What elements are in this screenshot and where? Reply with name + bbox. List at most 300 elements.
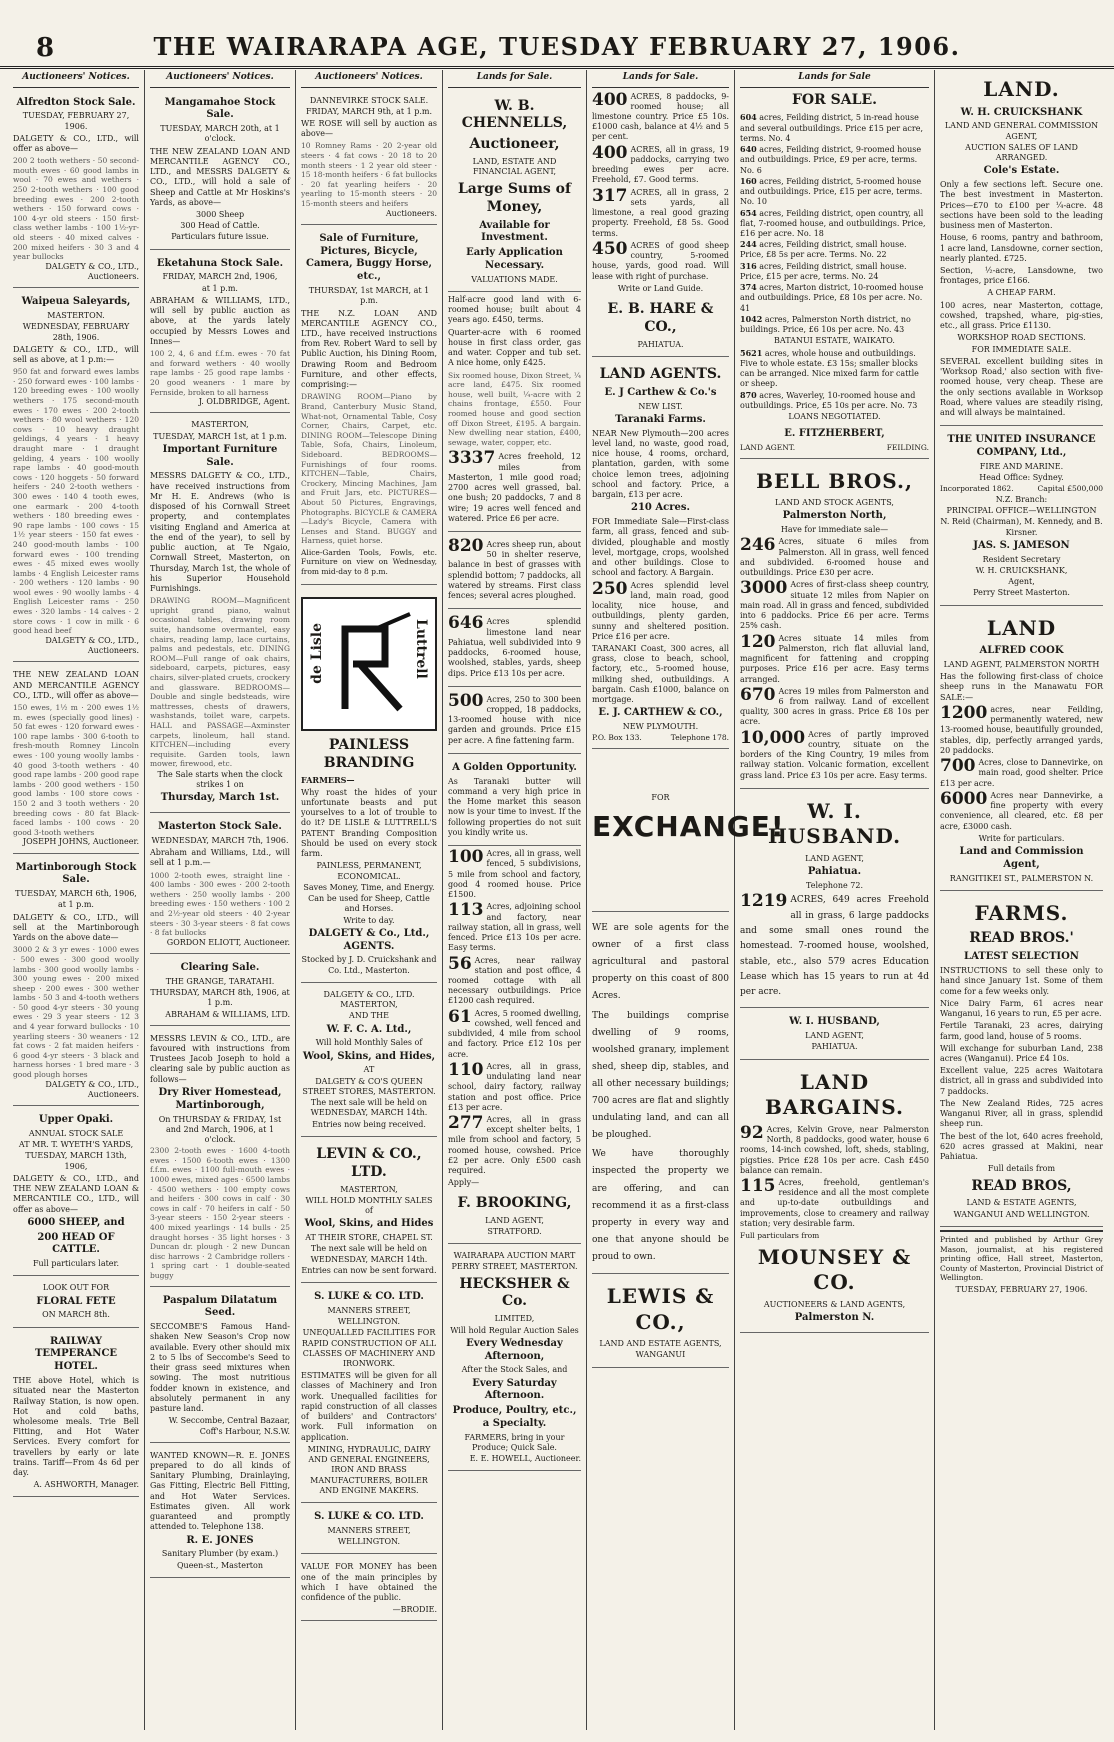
united-insurance-ad — [940, 429, 1103, 605]
ad-directors: N. Reid (Chairman), M. Kennedy, and B. Kirsner. — [940, 517, 1103, 537]
item-num: 316 — [740, 260, 757, 271]
ad-entries: Entries can now be sent forward. — [301, 1265, 437, 1275]
ad-line: AT — [363, 1065, 375, 1075]
listing-400b — [592, 142, 729, 186]
listing-number: 500 — [448, 690, 484, 711]
listing-10000 — [740, 727, 929, 781]
listing-body: Acres, situate 6 miles from Palmerston. All in grass, well fenced and subdivided. 6-roomed house and outbuildings. Price £30 per acre. — [740, 537, 929, 578]
list-item — [740, 261, 929, 282]
ad-sub: E. J Carthew & Co.'s — [604, 386, 717, 398]
ad-resident: Resident Secretary — [982, 554, 1061, 564]
ad-footer — [740, 443, 929, 453]
ad-signature: J. OLDBRIDGE, Agent. — [198, 397, 290, 407]
listing-1200 — [940, 702, 1103, 756]
ad-city: WELLINGTON. — [337, 1317, 401, 1327]
listing-number: 700 — [940, 756, 976, 777]
ad-title: RAILWAY TEMPERANCE HOTEL. — [34, 1335, 118, 1373]
ad-contact — [592, 733, 729, 743]
listing-number: 120 — [740, 631, 776, 652]
ad-closing: Alice-Garden Tools, Fowls, etc. Furniture on view on Wednesday, from mid-day to 8 p.m. — [301, 547, 437, 577]
ad-worksop: WORKSHOP ROAD SECTIONS. — [957, 333, 1086, 343]
ad-body: THE NEW ZEALAND LOAN AND MERCANTILE AGENCY CO., LTD., and MESSRS DALGETY & CO., LTD., will hold a sale of Sheep and Cattle at Mr Hoskins's Yards, as above— — [150, 146, 290, 207]
listing-body: ACRES, all in grass, 2 sets yards, all limestone, a real good grazing property. Freehold, £8 5s. Good terms. — [592, 187, 729, 238]
ad-time: at 1 p.m. — [58, 900, 94, 910]
listing-number: 400 — [592, 89, 628, 110]
listing-body: Quarter-acre with 6 roomed house in first class order, gas and water. Copper and tub set. A nice home, only £425. — [448, 327, 581, 368]
page-number: 8 — [36, 33, 55, 63]
ad-date: WEDNESDAY, MARCH 7th, 1906. — [151, 835, 289, 845]
ad-title: HECKSHER & Co. — [459, 1275, 570, 1310]
wool-skins-ad — [301, 986, 437, 1137]
ad-day: Thursday, March 1st. — [160, 792, 280, 804]
listing-number: 61 — [448, 1006, 472, 1027]
estate-title: BATANUI ESTATE, WAIKATO. — [774, 336, 895, 346]
ad-tag: Can be used for Sheep, Cattle and Horses. — [308, 894, 430, 914]
waipeua-ad — [13, 291, 139, 662]
ad-addr: RANGITIKEI ST., PALMERSTON N. — [949, 873, 1094, 883]
ad-body: WILL HOLD MONTHLY SALES of — [305, 1195, 433, 1216]
ad-body: Abraham and Williams, Ltd., will sell at 1 p.m.— — [150, 848, 290, 868]
ad-filler: 10 Romney Rams · 20 2-year old steers · 4 fat cows · 20 18 to 20 month steers · 1 2 year old steer · 15 18-month heifers · 6 fat bullocks · 20 fat yearling heifers · 20 yearling to 15-month steers · 20 15-month steers and heifers — [301, 141, 437, 209]
read-bros-ad — [940, 894, 1103, 1227]
listing-56 — [448, 953, 581, 1007]
ad-body: FOR Immediate Sale—First-class farm, all grass, fenced and sub-divided, ploughable and mostly level, mortgage, crops, woolshed and other buildings. Close to school and factory. A Bargain. — [592, 517, 729, 578]
full-particulars: Full particulars from — [740, 1231, 820, 1241]
newspaper-title: THE WAIRARAPA AGE, TUESDAY FEBRUARY 27, 1906. — [153, 32, 961, 61]
imprint-date: TUESDAY, FEBRUARY 27, 1906. — [955, 1284, 1088, 1294]
listing-body: ACRES, 649 acres Freehold all in grass, 6 large paddocks and some small ones round the homestead. 7-roomed house, woolshed, stable, etc., also 579 acres Education Lease which has 15 years to run at 4d per acre. — [740, 895, 929, 998]
ad-body: DALGETY & CO., LTD., and THE NEW ZEALAND LOAN & MERCANTILE CO., LTD., will offer as above— — [13, 1173, 139, 1214]
brand-mark-right: Luttrell — [413, 618, 429, 679]
ad-sig3: WANGANUI AND WELLINGTON. — [953, 1209, 1090, 1219]
ad-sub: AUCTIONEERS & LAND AGENTS, — [763, 1299, 906, 1309]
ad-title: E. FITZHERBERT, — [784, 428, 885, 440]
for-sale-list — [740, 112, 929, 335]
ad-title: DANNEVIRKE STOCK SALE. — [309, 95, 429, 105]
listing-body: ACRES, all in grass, 19 paddocks, carrying two breeding ewes per acre. Freehold, £7. Good terms. — [592, 144, 729, 185]
painless-branding-ad — [301, 588, 437, 983]
hecksher-ad — [448, 1247, 581, 1470]
ad-time: at 1 p.m. — [202, 283, 238, 293]
listing-250 — [592, 578, 729, 642]
ad-tel: Telephone 178. — [670, 733, 729, 743]
listing-246 — [740, 537, 929, 578]
ad-body: THE NEW ZEALAND LOAN AND MERCANTILE AGENCY CO., LTD., will offer as above— — [13, 670, 139, 700]
ad-sub: LAND AGENT, — [805, 1031, 864, 1041]
ad-cheap: A CHEAP FARM. — [987, 288, 1056, 298]
ad-filler: 200 2 tooth wethers · 50 second-mouth ewes · 60 good lambs in wool · 70 ewes and wethers · 250 2-tooth wethers · 100 good breeding ewes · 200 2-tooth wethers · 150 forward cows · 100 4-yr old steers · 150 first-class wether lambs · 100 1½-yr-old steers · 40 mixed calves · 200 mixed heifers · 30 3 and 4 year bullocks — [13, 156, 139, 262]
ad-item: Excellent value, 225 acres Waitotara district, all in grass and subdivided into 7 paddocks. — [940, 1066, 1103, 1096]
ad-signature: DALGETY & CO., LTD., Auctioneers. — [45, 261, 139, 282]
ad-sub: LATEST SELECTION — [964, 951, 1079, 963]
ad-notice: The Sale starts when the clock strikes 1 on — [157, 769, 283, 790]
ad-name: ALFRED COOK — [979, 645, 1064, 657]
listing-number: 3000 — [740, 578, 788, 599]
ad-date: WEDNESDAY, FEBRUARY 28th, 1906. — [22, 322, 130, 342]
ad-sub: Sanitary Plumber (by exam.) — [161, 1549, 279, 1559]
ad-title: MOUNSEY & CO. — [757, 1244, 912, 1295]
ad-place: PAHIATUA. — [811, 1042, 858, 1052]
ad-line: Will hold Monthly Sales of — [315, 1038, 423, 1048]
cruickshank-ad — [940, 70, 1103, 426]
item-num: 374 — [740, 282, 757, 293]
ad-body: DALGETY & CO., LTD., will sell as above, at 1 p.m:— — [13, 344, 139, 364]
masthead — [0, 22, 1114, 69]
listing-1219 — [740, 893, 929, 1000]
ad-title: Large Sums of Money, — [457, 180, 572, 215]
luke-ad-2 — [301, 1506, 437, 1554]
ad-filler: 3000 2 & 3 yr ewes · 1000 ewes · 500 ewes · 300 good woolly lambs · 300 good woolly lambs · 300 young ewes · 200 mixed sheep · 200 ewes · 300 wether lambs · 50 3 and 4-tooth wethers · 50 good 4-yr steers · 30 young ewes · 29 3 year steers · 12 3 and 4 year forward bullocks · 10 yearling steers · 30 weaners · 12 fat cows · 2 fat maiden heifers · 6 good 4-yr steers · 3 black and harness horses · 1 bred mare · 3 good plough horses — [13, 945, 139, 1080]
ad-estate: Cole's Estate. — [983, 165, 1060, 177]
ad-date: FRIDAY, MARCH 9th, at 1 p.m. — [305, 106, 433, 116]
golden-opportunity-ad — [448, 757, 581, 846]
plumber-ad — [150, 1446, 290, 1578]
ad-line: AT THEIR STORE, CHAPEL ST. — [305, 1233, 433, 1243]
paspalum-ad — [150, 1290, 290, 1443]
columns — [8, 70, 1108, 1730]
ad-goods: Wool, Skins, and Hides — [304, 1218, 434, 1230]
luke-ad — [301, 1286, 437, 1503]
listing-number: 400 — [592, 142, 628, 163]
list-item — [740, 208, 929, 240]
column-header: Lands for Sale — [740, 70, 929, 88]
item-text: acres, Palmerston North district, no buildings. Price, £6 10s per acre. No. 43 — [740, 314, 911, 335]
ad-place: WANGANUI — [635, 1350, 686, 1360]
ad-signature: Auctioneers. — [385, 208, 437, 218]
ad-title: Clearing Sale. — [180, 962, 260, 974]
ad-office2: PRINCIPAL OFFICE—WELLINGTON — [946, 506, 1097, 516]
column-7 — [935, 70, 1108, 1730]
ad-body: THE above Hotel, which is situated near the Masterton Railway Station, is now open. Hot and cold baths, wholesome meals. Trie Bell Fitting, and Hot Water Services. Every comfort for travellers by early or late trains. Tariff—From 4s 6d per day. — [13, 1376, 139, 1478]
listing-110 — [448, 1059, 581, 1113]
ad-intro: LOOK OUT FOR — [42, 1283, 110, 1293]
eketahuna-ad — [150, 253, 290, 414]
item-text: acres, Feilding district, 5-roomed house and outbuildings. Price, £15 per acre, terms. No. 10 — [740, 176, 923, 207]
listing-body: Acres of first-class sheep country, situate 12 miles from Napier on main road. All in grass and fenced, subdivided into 6 paddocks. Price £6 per acre. Terms 25% cash. — [740, 580, 929, 631]
ad-cattle: 200 HEAD OF CATTLE. — [37, 1231, 115, 1256]
ad-date: TUESDAY, MARCH 6th, 1906, — [15, 889, 137, 899]
ad-sub: LAND AGENT, PALMERSTON NORTH — [943, 660, 1100, 669]
listing-number: 113 — [448, 900, 484, 921]
listing-body: Acres situate 14 miles from Palmerston, rich flat alluvial land, magnificent for fattening and cropping purposes. Price £16 per acre. Easy terms arranged. — [740, 633, 929, 684]
carthew-ad — [592, 360, 729, 749]
listing-body: Acres, adjoining school and factory, near railway station, all in grass, well fenced. Price £13 10s per acre. Easy terms. — [448, 902, 581, 953]
ad-line: MINING, HYDRAULIC, DAIRY AND GENERAL ENGINEERS, IRON AND BRASS MANUFACTURERS, BOILER AND ENGINE MAKERS. — [307, 1444, 431, 1495]
ad-sub: LAND AGENT, — [805, 854, 864, 864]
item-num: 5621 — [740, 347, 763, 358]
apply-line: Apply— — [448, 1178, 480, 1188]
ad-title: Auctioneer, — [469, 136, 560, 153]
column-3 — [296, 70, 443, 1730]
ad-date: TUESDAY, MARCH 1st, at 1 p.m. — [153, 431, 287, 441]
listing-body: ACRES, 8 paddocks, 9-roomed house; all limestone country. Price £5 10s. £1000 cash, balance at 4½ and 5 per cent. — [592, 91, 729, 142]
item-text: acres, Waverley, 10-roomed house and outbuildings. Price, £5 10s per acre. No. 73 — [740, 390, 918, 410]
listing-number: 450 — [592, 238, 628, 259]
ad-line: AT MR. T. WYETH'S YARDS, — [18, 1140, 134, 1150]
brand-illustration — [301, 597, 437, 731]
furniture-pictures-ad — [301, 228, 437, 585]
ad-title: BELL BROS., — [756, 468, 913, 493]
temperance-hotel-ad — [13, 1331, 139, 1497]
ad-body: NEAR New Plymouth—200 acres level land, no waste, good road, nice house, 4 rooms, orchard, plantation, garden, with some choice lemon trees, adjoining school and factory. Price, a bargain, £13 per acre. — [592, 428, 729, 500]
ad-capital: Capital £500,000 — [1037, 484, 1103, 494]
ad-body: Has the following first-class of choice sheep runs in the Manawatu FOR SALE:— — [940, 672, 1103, 702]
listing-500 — [448, 690, 581, 754]
ad-farmers: FARMERS— — [301, 775, 355, 786]
ad-date: TUESDAY, MARCH 13th, 1906, — [25, 1151, 127, 1171]
listing-92 — [740, 1122, 929, 1176]
chennells-ad — [448, 92, 581, 292]
ad-title: Eketahuna Stock Sale. — [156, 257, 284, 269]
ad-place: NEW PLYMOUTH. — [622, 722, 699, 732]
ad-title: Important Furniture Sale. — [162, 443, 278, 468]
bell-bros-ad — [740, 462, 929, 789]
listing-number: 1219 — [740, 891, 788, 912]
listing-body: ACRES of good sheep country, 5-roomed house, yards, good road. Will lease with right of purchase. — [592, 240, 729, 281]
listing-number: 277 — [448, 1113, 484, 1134]
ad-title: FARMS. — [974, 900, 1069, 925]
ad-line: FARMERS, bring in your Produce; Quick Sale. — [464, 1432, 565, 1453]
ad-right: FEILDING. — [886, 443, 929, 453]
ad-line: Will hold Regular Auction Sales — [450, 1325, 579, 1335]
ad-filler: 150 ewes, 1½ m · 200 ewes 1½ m. ewes (specially good lines) · 50 fat ewes · 120 forward ewes · 100 rape lambs · 300 6-tooth to fresh-mouth Romney Lincoln ewes · 100 young woolly lambs · 40 good 3-tooth wethers · 40 good rape lambs · 200 good rape lambs · 200 good wethers · 150 good lambs · 100 store cows · 150 2 and 3 tooth wethers · 20 breeding cows · 80 fat Black-faced lambs · 100 cows · 20 good 3-tooth wethers — [13, 703, 139, 837]
ad-line: W. F. C. A. Ltd., — [326, 1023, 412, 1035]
alfredton-ad — [13, 92, 139, 289]
listing-body: Acres, all in grass, well fenced, 5 subdivisions, 5 mile from school and factory, good 4 roomed house. Price £1500. — [448, 849, 581, 900]
ad-title: LEWIS & CO., — [606, 1283, 715, 1334]
listing-number: 250 — [592, 578, 628, 599]
item-num: 160 — [740, 175, 757, 186]
list-item — [740, 282, 929, 314]
ad-title: Sale of Furniture, Pictures, Bicycle, Camera, Buggy Horse, etc., — [306, 232, 432, 283]
column-header: Auctioneers' Notices. — [301, 70, 437, 88]
ad-title: 210 Acres. — [631, 502, 690, 514]
ad-filler: Six roomed house, Dixon Street, ¼ acre land, £475. Six roomed house, well built, ¼-acre with 2 chains frontage, £550. Four roomed house and good section off Dixon Street, £195. A bargain. New dwelling near station, £400, sewage, water, copper, etc. — [448, 370, 581, 447]
listing-317 — [592, 185, 729, 239]
listing-820 — [448, 535, 581, 609]
ad-place: Palmerston North, — [782, 510, 887, 522]
ad-title2: Land and Commission Agent, — [959, 845, 1084, 870]
ad-particulars: Full particulars later. — [32, 1259, 120, 1269]
ad-title: Wool, Skins, and Hides, — [302, 1050, 436, 1062]
ad-signature: —BRODIE. — [392, 1605, 437, 1615]
listing-100 — [448, 849, 581, 900]
listing-number: 646 — [448, 613, 484, 634]
divider — [940, 1230, 1103, 1232]
ad-line: Early Application Necessary. — [466, 247, 563, 271]
listing-number: 670 — [740, 684, 776, 705]
ad-title: LAND BARGAINS. — [765, 1069, 904, 1120]
item-num: 244 — [740, 239, 757, 250]
column-6 — [735, 70, 935, 1730]
ad-body: We have thoroughly inspected the property we are offering, and can recommend it as a first-class property in every way and one that anyone should be proud to own. — [592, 1149, 729, 1262]
ad-city: WELLINGTON. — [337, 1537, 401, 1547]
listing-body: Acres, near railway station and post office, 4 roomed cottage with all necessary outbuildings. Price £1200 cash required. — [448, 955, 581, 1006]
item-num: 654 — [740, 207, 757, 218]
ad-title: E. B. HARE & CO., — [607, 300, 714, 335]
ad-manager: JAS. S. JAMESON — [973, 539, 1070, 551]
column-4 — [443, 70, 587, 1730]
mangamahoe-ad — [150, 92, 290, 250]
ad-line: UNEQUALLED FACILITIES FOR RAPID CONSTRUCTION OF ALL CLASSES OF MACHINERY AND IRONWORK. — [301, 1328, 437, 1368]
listing-number: 1200 — [940, 702, 988, 723]
ad-signature: DALGETY & CO., LTD., Auctioneers. — [45, 1079, 139, 1099]
list-item — [740, 176, 929, 208]
ad-body: TARANAKI Coast, 300 acres, all grass, close to beach, school, factory, etc., 5-roomed house, milking shed, outbuildings. A bargain. Cash £1000, balance on mortgage. — [592, 644, 729, 705]
ad-title: LAND — [986, 615, 1057, 640]
ad-body: INSTRUCTIONS to sell these only to hand since January 1st. Some of them come for a few weeks only. — [940, 966, 1103, 996]
ad-title: Dry River Homestead, Martinborough, — [158, 1086, 282, 1111]
listing-113 — [448, 902, 581, 953]
listing-646 — [448, 612, 581, 686]
item-text: acres, Feilding district, open country, all flat, 7-roomed house, and outbuildings. Price, £16 per acre. No. 18 — [740, 208, 926, 238]
ad-tel: Telephone 72. — [806, 881, 863, 891]
ad-place: PAHIATUA. — [637, 339, 684, 349]
ad-title2: READ BROS.' — [969, 930, 1074, 947]
ad-tag: PAINLESS, PERMANENT, ECONOMICAL. — [316, 861, 422, 881]
ad-place: MASTERTON. — [47, 311, 105, 321]
ad-line: NEW LIST. — [638, 401, 683, 411]
ad-title: S. LUKE & CO. LTD. — [314, 1291, 424, 1302]
item-text: acres, Marton district, 10-roomed house and outbuildings. Price, £8 10s per acre. No. 41 — [740, 283, 924, 313]
listing-number: 110 — [448, 1059, 484, 1080]
list-item — [740, 239, 929, 260]
item-num: 604 — [740, 112, 757, 123]
listing-body: Acres freehold, 12 miles from Masterton, 1 mile good road; 2700 acres well grassed, bal. one bush; 20 paddocks, 7 and 8 wire; 19 acres well fenced and watered. Price £6 per acre. — [448, 452, 581, 523]
list-item — [740, 314, 929, 335]
ad-body: House, 6 rooms, pantry and bathroom, 1 acre land, Lansdowne, corner section, nearly planted. £725. — [940, 233, 1103, 263]
brand-mark-left: de Lisle — [309, 622, 325, 684]
ad-sheep: 6000 SHEEP, and — [27, 1216, 125, 1228]
ad-line: PERRY STREET, MASTERTON. — [451, 1262, 578, 1272]
write-line: Write or Land Guide. — [617, 283, 704, 293]
ad-body: WANTED KNOWN—R. E. JONES prepared to do all kinds of Sanitary Plumbing, Drainlaying, Gas Fitting, Electric Bell Fitting, and Hot Water Services. Estimates given. All work guaranteed and promptly attended to. Telephone 138. — [150, 1450, 290, 1532]
column-header: Auctioneers' Notices. — [150, 70, 290, 88]
ad-date: THURSDAY, MARCH 8th, 1906, at 1 p.m. — [150, 988, 290, 1008]
ad-title: LAND. — [983, 77, 1060, 101]
listing-body: Acres, close to Dannevirke, on main road, good shelter. Price £13 per acre. — [940, 758, 1103, 788]
ad-filler: DRAWING ROOM—Piano by Brand, Canterbury Music Stand, What-not, Ornamental Table, Cosy Corner, Chairs, Carpet, etc. DINING ROOM—Telescope Dining Table, Sofa, Chairs, Linoleum, Sideboard. BEDROOMS—Furnishings of four rooms. KITCHEN—Table, Chairs, Crockery, Mincing Machines, Jam and Fruit Jars, etc. PICTURES—About 50 Pictures, Engravings, Photographs. BICYCLE & CAMERA—Lady's Bicycle, Camera with Lenses and Stand. BUGGY and Harness, quiet horse. — [301, 392, 437, 546]
ad-title: LEVIN & CO., LTD. — [316, 1145, 422, 1180]
ad-title: W. I. HUSBAND, — [789, 1016, 880, 1028]
ad-title: Upper Opaki. — [38, 1114, 114, 1126]
ad-sub: LAND AND GENERAL COMMISSION AGENT, — [944, 121, 1099, 141]
ad-date: FRIDAY, MARCH 2nd, 1906, — [162, 272, 278, 282]
brodie-ad — [301, 1557, 437, 1621]
ad-filler: 100 2, 4, 6 and f.f.m. ewes · 70 fat and forward wethers · 40 woolly rape lambs · 25 good rape lambs · 20 good weaners · 1 mare by Fernside, broken to all harness — [150, 349, 290, 397]
ad-name: F. BROOKING, — [457, 1194, 572, 1211]
nz-loan-ad — [13, 665, 139, 853]
husband-ad — [740, 792, 929, 1009]
brooking-ad — [448, 1189, 581, 1244]
loans-line: LOANS NEGOTIATED. — [788, 411, 881, 421]
ad-left: LAND AGENT. — [740, 443, 796, 453]
listing-number: 56 — [448, 953, 472, 974]
listing-number: 317 — [592, 185, 628, 206]
ad-initial: W. B. CHENNELLS, — [461, 97, 568, 132]
ad-line: DALGETY & CO'S QUEEN STREET STORES, MASTERTON. — [302, 1076, 436, 1096]
ad-particulars: Particulars future issue. — [171, 232, 269, 242]
ad-body: WE are sole agents for the owner of a first class agricultural and pastoral property on this coast of 800 Acres. — [592, 923, 729, 1002]
ad-body: DALGETY & CO., LTD., will offer as above— — [13, 133, 139, 154]
ad-date: TUESDAY, FEBRUARY 27, 1906. — [22, 111, 130, 131]
ad-sig2: LAND & ESTATE AGENTS, — [966, 1198, 1077, 1208]
ad-place: Pahiatua. — [807, 866, 862, 878]
hare-ad — [592, 295, 729, 357]
ad-branch: N.Z. Branch: — [995, 494, 1048, 504]
ad-body: THE N.Z. LOAN AND MERCANTILE AGENCY CO., LTD., have received instructions from Rev. Robert Ward to sell by Public Auction, his Dining Room, Drawing Room and Bedroom Furniture, and other effects, comprising:— — [301, 308, 437, 390]
husband-ad-2 — [740, 1011, 929, 1059]
column-2 — [145, 70, 296, 1730]
ad-line: DALGETY & CO., LTD. MASTERTON, — [323, 989, 415, 1010]
ad-title: E. J. CARTHEW & CO., — [598, 707, 723, 719]
listing-3000 — [740, 580, 929, 631]
ad-sheep: 3000 Sheep — [195, 209, 245, 219]
column-header: Lands for Sale. — [592, 70, 729, 88]
ad-body: Section, ½-acre, Lansdowne, two frontages, price £166. — [940, 266, 1103, 286]
ad-place: MASTERTON, — [191, 420, 249, 430]
ad-body: ABRAHAM & WILLIAMS, LTD., will sell by public auction as above, at the yards lately occupied by Messrs Lowes and Innes— — [150, 295, 290, 346]
ad-body: As Taranaki butter will command a very high price in the Home market this season now is your time to invest. If the following properties do not suit you kindly write us. — [448, 776, 581, 837]
ad-title: Waipeua Saleyards, — [21, 296, 131, 308]
for-sale-title: FOR SALE. — [791, 91, 877, 108]
listing-number: 92 — [740, 1122, 764, 1143]
ad-capital-row — [940, 484, 1103, 494]
ad-agent-addr: Perry Street Masterton. — [973, 588, 1070, 598]
ad-addr: MANNERS STREET, — [327, 1305, 411, 1315]
ad-body: DALGETY & CO., LTD., will sell at the Martinborough Yards on the above date— — [13, 912, 139, 943]
listing-6000 — [940, 788, 1103, 832]
listing-body: Acres, all in grass, undulating land near school, dairy factory, railway station and post office. Price £13 per acre. — [448, 1061, 581, 1112]
ad-date: THURSDAY, 1st MARCH, at 1 p.m. — [308, 286, 430, 306]
column-1 — [8, 70, 145, 1730]
listing-115 — [740, 1178, 929, 1229]
listing-body: Acres near Dannevirke, a fine property with every convenience, all cleared, etc. £8 per acre, £3000 cash. — [940, 790, 1103, 831]
ad-agent: W. H. CRUICKSHANK, — [975, 565, 1068, 575]
masterton-stock-ad — [150, 816, 290, 954]
ad-write: Write to day. — [343, 915, 395, 925]
item-text: acres, Feilding district, 9-roomed house and outbuildings. Price, £9 per acre, terms. No. 6 — [740, 145, 922, 175]
ad-sub: LAND AND ESTATE AGENTS, — [599, 1339, 722, 1349]
ad-line: Available for Investment. — [479, 219, 550, 244]
ad-line: ANNUAL STOCK SALE — [28, 1128, 124, 1138]
item-text: acres, Feilding district, small house. Price, £8 5s per acre. Terms. No. 22 — [740, 240, 907, 260]
furniture-sale-ad — [150, 416, 290, 813]
listing-3337 — [448, 447, 581, 532]
ad-signature: E. E. HOWELL, Auctioneer. — [469, 1454, 581, 1464]
ad-title: LAND AGENTS. — [599, 366, 722, 383]
ad-office: Head Office: Sydney. — [979, 473, 1064, 483]
levin-ad — [301, 1140, 437, 1283]
ad-box: P.O. Box 133. — [592, 733, 642, 743]
ad-place: Palmerston N. — [794, 1312, 875, 1324]
ad-full: Full details from — [987, 1164, 1056, 1174]
ad-title: A Golden Opportunity. — [452, 761, 577, 773]
fitzherbert-ad — [740, 423, 929, 458]
ad-body: WE ROSE will sell by auction as above— — [301, 118, 437, 139]
sole-agents-ad — [592, 915, 729, 1274]
ad-title: THE UNITED INSURANCE COMPANY, Ltd., — [947, 434, 1096, 459]
listing-61 — [448, 1006, 581, 1060]
ad-title: Martinborough Stock Sale. — [15, 861, 137, 886]
ad-addr: Queen-st., Masterton — [176, 1560, 263, 1570]
listing-body: Acres, 5 roomed dwelling, cowshed, well fenced and subdivided, 4 mile from school and factory. Price £12 10s per acre. — [448, 1008, 581, 1059]
ad-body: 100 acres, near Masterton, cottage, cowshed, trapshed, whare, pig-sties, etc., all grass. Price £1130. — [940, 300, 1103, 331]
ad-filler: DRAWING ROOM—Magnificent upright grand piano, walnut occasional tables, drawing room suite, handsome overmantel, easy chairs, reading lamp, lace curtains, palms and pedestals, etc. DINING ROOM—Full range of oak chairs, sideboard, carpets, pictures, easy chairs, silver-plated cruets, crockery and glassware. BEDROOMS—Double and single bedsteads, wire mattresses, chests of drawers, washstands, toilet ware, carpets. HALL and PASSAGE—Axminster carpets, linoleum, hall stand. KITCHEN—including every requisite. Garden tools, lawn mower, firewood, etc. — [150, 596, 290, 769]
ad-date: On THURSDAY & FRIDAY, 1st and 2nd March, 1906, at 1 o'clock. — [158, 1114, 282, 1145]
ad-immediate: FOR IMMEDIATE SALE. — [971, 344, 1072, 354]
ad-sub: AUCTION SALES OF LAND ARRANGED. — [965, 142, 1078, 163]
